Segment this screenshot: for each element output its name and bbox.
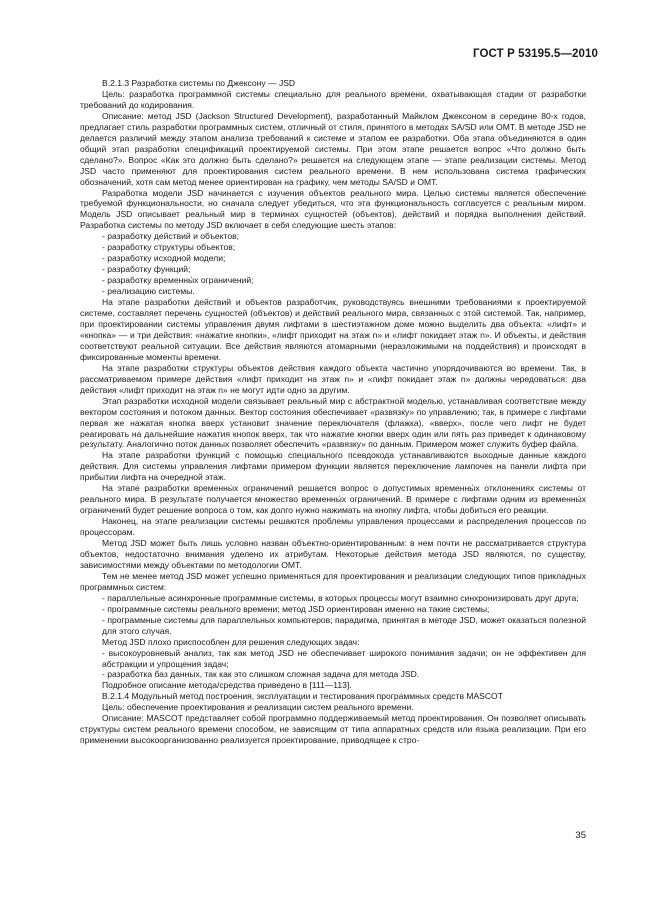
- paragraph: На этапе разработки структуры объектов действия каждого объекта частично упорядочиваются во времени. Так, в рассматриваемом примере действия «лифт приходит на этаж n» и «лифт покидает этаж n» должны чередоваться: два действия «лифт приходит на этаж n» не могут идти одно за другим.: [80, 362, 586, 395]
- paragraph: Метод JSD может быть лишь условно назван объектно-ориентированным: в нем почти не рассматривается структура объектов, недостаточно внимания уделено их атрибутам. Некоторые действия метода JSD являются, по существу, зависимостями между объектами по методологии OMT.: [80, 538, 586, 570]
- list-item: - разработку структуры объектов;: [102, 242, 236, 253]
- list-item: - разработку временны́х ограничений;: [102, 275, 254, 286]
- paragraph: На этапе разработки действий и объектов разработчик, руководствуясь внешними требованиями к проектируемой системе, составляет перечень сущностей (объектов) и действий реального мира, связанных с этой системой. Так, например, при проектировании системы управления двумя лифтами в шестиэтажном доме можно выделить два объекта: «лифт» и «кнопка» — и три действия: «нажатие кнопки», «лифт приходит на этаж n» и «лифт покидает этаж n». И объекты, и действия соответствуют реальной ситуации. Все действия являются атомарными (неразложимыми на поддействия) и происходят в фиксированные моменты времени.: [80, 297, 586, 362]
- paragraph: Метод JSD плохо приспособлен для решения следующих задач:: [102, 636, 360, 647]
- list-item: - высокоуровневый анализ, так как метод JSD не обеспечивает широкого понимания задачи; он не эффективен для абстракции и упрощения задач;: [102, 647, 586, 669]
- paragraph: Тем не менее метод JSD может успешно применяться для проектирования и реализации следующих типов прикладных программных систем:: [80, 570, 586, 592]
- list-item: - программные системы для параллельных компьютеров; парадигма, принятая в методе JSD, может оказаться полезной для этого случая.: [102, 614, 586, 636]
- applications-list: [80, 593, 586, 637]
- paragraph: На этапе разработки временны́х ограничений решается вопрос о допустимых временны́х отклонениях системы от реального мира. В результате получается множество временны́х ограничений. В примере с лифтами одним из временны́х ограничений будет решение вопроса о том, как долго нужно нажимать на кнопку лифта, чтобы добиться его реакции.: [80, 483, 586, 516]
- limitations-list: [80, 648, 586, 681]
- paragraph: Цель: разработка программной системы специально для реального времени, охватывающая стадии от разработки требований до кодирования.: [80, 88, 586, 110]
- list-item: - параллельные асинхронные программные системы, в которых процессы могут взаимно синхронизировать друг друга;: [102, 592, 579, 603]
- list-item: - разработка баз данных, так как это слишком сложная задача для метода JSD.: [102, 669, 420, 680]
- page-number: 35: [575, 830, 586, 841]
- paragraph: Этап разработки исходной модели связывает реальный мир с абстрактной моделью, устанавливая соответствие между вектором состояния и потоком данных. Вектор состояния обеспечивает «развязку» по управлению; так, в примере с лифтами первая же нажатая кнопка вверх установит значение переключателя (флажка), «вверх», после чего лифт не будет реагировать на дальнейшие нажатия кнопок вверх, так что нажатие кнопки вверх один или пять раз приведет к одинаковому результату. Аналогично поток данных позволяет обеспечить «развязку» по данным. Примером может служить буфер файла.: [80, 395, 586, 450]
- section-heading: В.2.1.4 Модульный метод построения, эксплуатации и тестирования программных средств MASCOT: [102, 691, 503, 702]
- list-item: - программные системы реального времени; метод JSD ориентирован именно на такие системы;: [102, 603, 490, 614]
- paragraph: Подробное описание метода/средства приведено в [111—113].: [102, 680, 352, 691]
- list-item: - разработку исходной модели;: [102, 253, 226, 264]
- stages-list: [80, 231, 586, 297]
- list-item: - реализацию системы.: [102, 286, 195, 297]
- paragraph: Наконец, на этапе реализации системы решаются проблемы управления процессами и распределения процессов по процессорам.: [80, 516, 586, 538]
- paragraph: Описание: MASCOT представляет собой программно поддерживаемый метод проектирования. Он позволяет описывать структуры систем реального времени способом, не зависящим от типа аппаратных средств или языка реализации. При его применении высокоорганизованно реализуется проектирование, приводящее к стро-: [80, 713, 586, 746]
- list-item: - разработку функций;: [102, 264, 191, 275]
- document-body: [80, 78, 586, 746]
- standard-number: ГОСТ Р 53195.5—2010: [473, 48, 598, 60]
- paragraph: Цель: обеспечение проектирования и реализации систем реального времени.: [102, 702, 414, 713]
- paragraph: Разработка модели JSD начинается с изучения объектов реального мира. Целью системы является обеспечение требуемой функциональности, но сначала следует убедиться, что эта функциональность согласуется с реальным миром. Модель JSD описывает реальный мир в терминах сущностей (объектов), действий и порядка выполнения действий. Разработка системы по методу JSD включает в себя следующие шесть этапов:: [80, 187, 586, 231]
- section-heading: В.2.1.3 Разработка системы по Джексону — JSD: [102, 78, 296, 88]
- paragraph: На этапе разработки функций с помощью специального псевдокода устанавливаются выходные данные каждого действия. Для системы управления лифтами примером функции является переключение лампочек на панели лифта при прибытии лифта на очередной этаж.: [80, 450, 586, 483]
- list-item: - разработку действий и объектов;: [102, 231, 240, 242]
- paragraph: Описание: метод JSD (Jackson Structured Development), разработанный Майклом Джексоном в середине 80-х годов, предлагает стиль разработки программных систем, отличный от стиля, принятого в методах SA/SD или OMT. В методе JSD не делается различий между этапом анализа требований к системе и этапом ее разработки. Оба этапа объединяются в один общий этап разработки спецификаций проектируемой системы. При этом этапе решается вопрос «Что должно быть сделано?». Вопрос «Как это должно быть сделано?» решается на следующем этапе — этапе реализации системы. Метод JSD часто применяют для проектирования систем реального времени. В нем использована система графических обозначений, хотя сам метод менее ориентирован на графику, чем методы SA/SD и OMT.: [80, 110, 586, 187]
